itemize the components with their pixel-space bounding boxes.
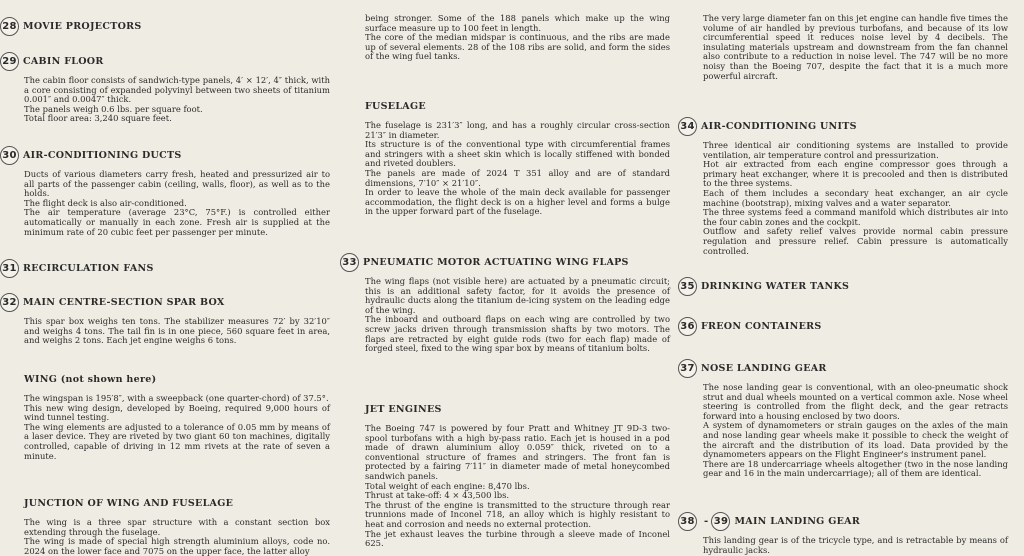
- paragraph: The very large diameter fan on this jet engine can handle five times the volume of air handled by previous turbofans, and because of its low circumferential speed it reduces noise level by 4 decibels. The insulating materials upstream and downstream from the fan channel also contribute to a reduction in noise level. The 747 will be no more noisy than the Boeing 707, despite the fact that it is a much more powerful aircraft.: [703, 13, 1008, 81]
- section-body: [678, 383, 1008, 479]
- section-heading: [678, 117, 1008, 135]
- section-fuselage: [340, 97, 670, 217]
- section-title: MOVIE PROJECTORS: [23, 20, 142, 32]
- section-34: [678, 117, 1008, 256]
- section-heading: [0, 293, 330, 311]
- section-28: [0, 17, 330, 35]
- section-heading: [0, 259, 330, 277]
- section-body: [0, 394, 330, 461]
- item-number-badge: 32: [0, 293, 19, 312]
- continued-text: [340, 14, 670, 62]
- section-38-39: [678, 512, 1008, 555]
- section-title: DRINKING WATER TANKS: [701, 280, 850, 292]
- section-body: [340, 121, 670, 217]
- paragraph: The wingspan is 195′8″, with a sweepback (one quarter-chord) of 37.5°.: [24, 393, 329, 403]
- paragraph: The panels are made of 2024 T 351 alloy and are of standard dimensions, 7′10″ × 21′10″.: [365, 167, 670, 188]
- continued-text: [678, 14, 1008, 81]
- item-number-badge: 36: [678, 317, 697, 336]
- paragraph: being stronger. Some of the 188 panels which make up the wing surface measure up to 100 feet in length.: [365, 13, 670, 33]
- item-number-badge: 38: [678, 512, 697, 531]
- section-body: [0, 518, 330, 556]
- section-jet-engines: [340, 400, 670, 549]
- paragraph: Total floor area: 3,240 square feet.: [24, 113, 172, 124]
- section-heading: [0, 370, 330, 388]
- section-heading: [0, 52, 330, 70]
- section-title: FREON CONTAINERS: [701, 320, 822, 332]
- paragraph: This spar box weighs ten tons. The stabilizer measures 72′ by 32′10″ and weighs 4 tons. The tail fin is in one piece, 560 square feet in area, and weighs 2 tons. Each jet engine weighs 6 tons.: [24, 316, 330, 346]
- section-37: [678, 359, 1008, 479]
- section-heading: [678, 277, 1008, 295]
- item-number-badge: 28: [0, 17, 19, 36]
- paragraph: In order to leave the whole of the main deck available for passenger accommodation, the flight deck is on a higher level and forms a bulge in the upper forward part of the fuselage.: [365, 187, 670, 217]
- paragraph: The wing is made of special high strength aluminium alloys, code no. 2024 on the lower face and 7075 on the upper face, the latter alloy: [24, 536, 330, 556]
- section-heading: [0, 494, 330, 512]
- paragraph: The panels weigh 0.6 lbs. per square foot.: [24, 103, 203, 114]
- section-title: CABIN FLOOR: [23, 55, 104, 67]
- paragraph: The wing elements are adjusted to a tolerance of 0.05 mm by means of a laser device. They are riveted by two giant 60 ton machines, digitally controlled, capable of driving in 12 mm rivets at the rate of seven a minute.: [24, 421, 330, 461]
- paragraph: The air temperature (average 23°C, 75°F.) is controlled either automatically or manually in each zone. Fresh air is supplied at the minimum rate of 20 cubic feet per passenger per minute.: [24, 207, 330, 237]
- paragraph: The thrust of the engine is transmitted to the structure through rear trunnions made of Inconel 718, an alloy which is highly resistant to heat and corrosion and needs no external protection.: [365, 499, 670, 529]
- section-junction: [0, 494, 330, 556]
- paragraph: Hot air extracted from each engine compressor goes through a primary heat exchanger, where it is precooled and then is distributed to the three systems.: [703, 159, 1008, 189]
- paragraph: The wing is a three spar structure with a constant section box extending through the fuselage.: [24, 517, 330, 537]
- paragraph: Ducts of various diameters carry fresh, heated and pressurized air to all parts of the passenger cabin (ceiling, walls, floor), as well as to the holds.: [24, 169, 330, 199]
- section-body: [340, 277, 670, 354]
- paragraph: The fuselage is 231′3″ long, and has a roughly circular cross-section 21′3″ in diameter.: [365, 120, 670, 140]
- section-body: [0, 317, 330, 346]
- section-29: [0, 52, 330, 124]
- section-body: [678, 141, 1008, 256]
- section-title: NOSE LANDING GEAR: [701, 362, 827, 374]
- paragraph: The core of the median midspar is continuous, and the ribs are made up of several elements. 28 of the 108 ribs are solid, and form the sides of the wing fuel tanks.: [365, 32, 670, 62]
- paragraph: Each of them includes a secondary heat exchanger, an air cycle machine (bootstrap), mixing valves and a water separator.: [703, 187, 1008, 208]
- section-35: [678, 277, 1008, 295]
- paragraph: The wing flaps (not visible here) are actuated by a pneumatic circuit; this is an additional safety factor, for it avoids the presence of hydraulic ducts along the titanium de-icing system on the leading edge of the wing.: [365, 276, 670, 315]
- paragraph: Three identical air conditioning systems are installed to provide ventilation, air temperature control and pressurization.: [703, 140, 1008, 160]
- section-title: MAIN LANDING GEAR: [734, 515, 861, 527]
- paragraph: The inboard and outboard flaps on each wing are controlled by two screw jacks driven through transmission shafts by two motors. The flaps are retracted by eight guide rods (two for each flap) made of forged steel, fixed to the wing spar box by means of titanium bolts.: [365, 314, 670, 354]
- section-title: AIR-CONDITIONING DUCTS: [23, 149, 182, 161]
- section-heading: [678, 359, 1008, 377]
- section-body: [678, 536, 1008, 555]
- section-heading: [0, 17, 330, 35]
- paragraph: Thrust at take-off: 4 × 43,500 lbs.: [365, 490, 510, 501]
- section-title: JET ENGINES: [365, 403, 442, 415]
- section-heading: [340, 253, 670, 271]
- item-number-badge: 29: [0, 52, 19, 71]
- paragraph: The Boeing 747 is powered by four Pratt and Whitney JT 9D-3 two-spool turbofans with a high by-pass ratio. Each jet is housed in a pod made of drawn aluminium alloy 0.059″ thick, riveted on to a conventional structure of frames and stringers. The front fan is protected by a fairing 7′11″ in diameter made of metal honeycombed sandwich panels.: [365, 423, 670, 481]
- section-title: RECIRCULATION FANS: [23, 262, 154, 274]
- range-separator: -: [704, 515, 709, 527]
- paragraph: The three systems feed a command manifold which distributes air into the four cabin zones and the cockpit.: [703, 207, 1008, 227]
- section-36: [678, 317, 1008, 335]
- section-body: [0, 76, 330, 124]
- paragraph: This new wing design, developed by Boeing, required 9,000 hours of wind tunnel testing.: [24, 402, 330, 423]
- item-number-badge: 39: [711, 512, 730, 531]
- section-title: FUSELAGE: [365, 100, 426, 112]
- section-title: JUNCTION OF WING AND FUSELAGE: [24, 497, 234, 509]
- section-30: [0, 146, 330, 237]
- section-title: AIR-CONDITIONING UNITS: [701, 120, 857, 132]
- paragraph: Outflow and safety relief valves provide normal cabin pressure regulation and pressure relief. Cabin pressure is automatically controlled.: [703, 226, 1008, 256]
- section-31: [0, 259, 330, 277]
- item-number-badge: 31: [0, 259, 19, 278]
- paragraph: Total weight of each engine: 8,470 lbs.: [365, 480, 530, 491]
- section-body: [340, 14, 670, 62]
- section-title: PNEUMATIC MOTOR ACTUATING WING FLAPS: [363, 256, 629, 268]
- item-number-badge: 34: [678, 117, 697, 136]
- paragraph: The cabin floor consists of sandwich-type panels, 4′ × 12′, 4″ thick, with a core consisting of expanded polyvinyl between two sheets of titanium 0.001″ and 0.0047″ thick.: [24, 75, 330, 105]
- paragraph: The jet exhaust leaves the turbine through a sleeve made of Inconel 625.: [365, 528, 670, 549]
- paragraph: The flight deck is also air-conditioned.: [24, 197, 187, 208]
- section-body: [340, 424, 670, 549]
- item-number-badge: 37: [678, 359, 697, 378]
- section-body: [0, 170, 330, 237]
- section-33: [340, 253, 670, 354]
- paragraph: The nose landing gear is conventional, with an oleo-pneumatic shock strut and dual wheels mounted on a vertical common axle. Nose wheel steering is controlled from the flight deck, and the gear retracts forward into a housing enclosed by two doors.: [703, 382, 1008, 421]
- section-heading: [340, 97, 670, 115]
- item-number-badge: 30: [0, 146, 19, 165]
- section-32: [0, 293, 330, 346]
- section-title: MAIN CENTRE-SECTION SPAR BOX: [23, 296, 225, 308]
- section-heading: [678, 512, 1008, 530]
- section-title: WING (not shown here): [24, 373, 157, 385]
- paragraph: Its structure is of the conventional type with circumferential frames and stringers with a sheet skin which is locally stiffened with bonded and riveted doublers.: [365, 139, 670, 169]
- section-heading: [678, 317, 1008, 335]
- item-number-badge: 33: [340, 253, 359, 272]
- item-number-badge: 35: [678, 277, 697, 296]
- section-heading: [0, 146, 330, 164]
- paragraph: This landing gear is of the tricycle type, and is retractable by means of hydraulic jacks.: [703, 535, 1008, 555]
- section-body: [678, 14, 1008, 81]
- paragraph: There are 18 undercarriage wheels altogether (two in the nose landing gear and 16 in the main undercarriage); all of them are identical.: [703, 458, 1008, 479]
- section-wing: [0, 370, 330, 461]
- section-heading: [340, 400, 670, 418]
- paragraph: A system of dynamometers or strain gauges on the axles of the main and nose landing gear wheels make it possible to check the weight of the aircraft and the distribution of its load. Data provided by the dynamometers appears on the Flight Engineer's instrument panel.: [703, 420, 1008, 460]
